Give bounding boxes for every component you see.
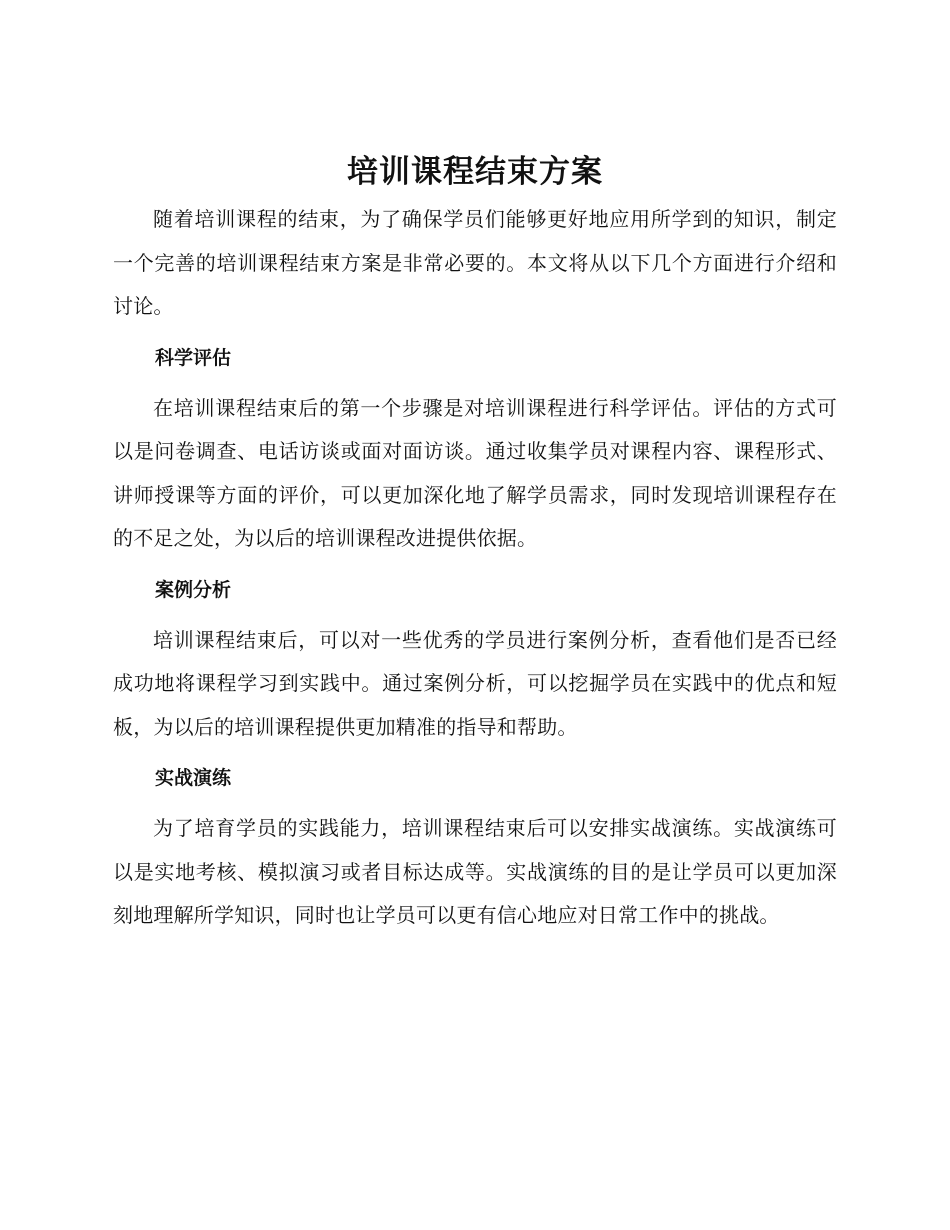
section-body-evaluation: 在培训课程结束后的第一个步骤是对培训课程进行科学评估。评估的方式可以是问卷调查、电话访谈或面对面访谈。通过收集学员对课程内容、课程形式、讲师授课等方面的评价，可以更加深化地了解学员需求，同时发现培训课程存在的不足之处，为以后的培训课程改进提供依据。 [113,395,837,550]
document-title: 培训课程结束方案 [347,154,603,190]
section-heading-practice: 实战演练 [155,767,232,789]
section-body-practice: 为了培育学员的实践能力，培训课程结束后可以安排实战演练。实战演练可以是实地考核、模拟演习或者目标达成等。实战演练的目的是让学员可以更加深刻地理解所学知识，同时也让学员可以更有信心地应对日常工作中的挑战。 [113,816,837,927]
intro-paragraph: 随着培训课程的结束，为了确保学员们能够更好地应用所学到的知识，制定一个完善的培训课程结束方案是非常必要的。本文将从以下几个方面进行介绍和讨论。 [113,207,837,318]
document-body [113,198,837,938]
section-heading-evaluation: 科学评估 [155,346,232,369]
section-heading-case-study: 案例分析 [155,578,232,601]
section-body-case-study: 培训课程结束后，可以对一些优秀的学员进行案例分析，查看他们是否已经成功地将课程学习到实践中。通过案例分析，可以挖掘学员在实践中的优点和短板，为以后的培训课程提供更加精准的指导和帮助。 [113,627,837,739]
